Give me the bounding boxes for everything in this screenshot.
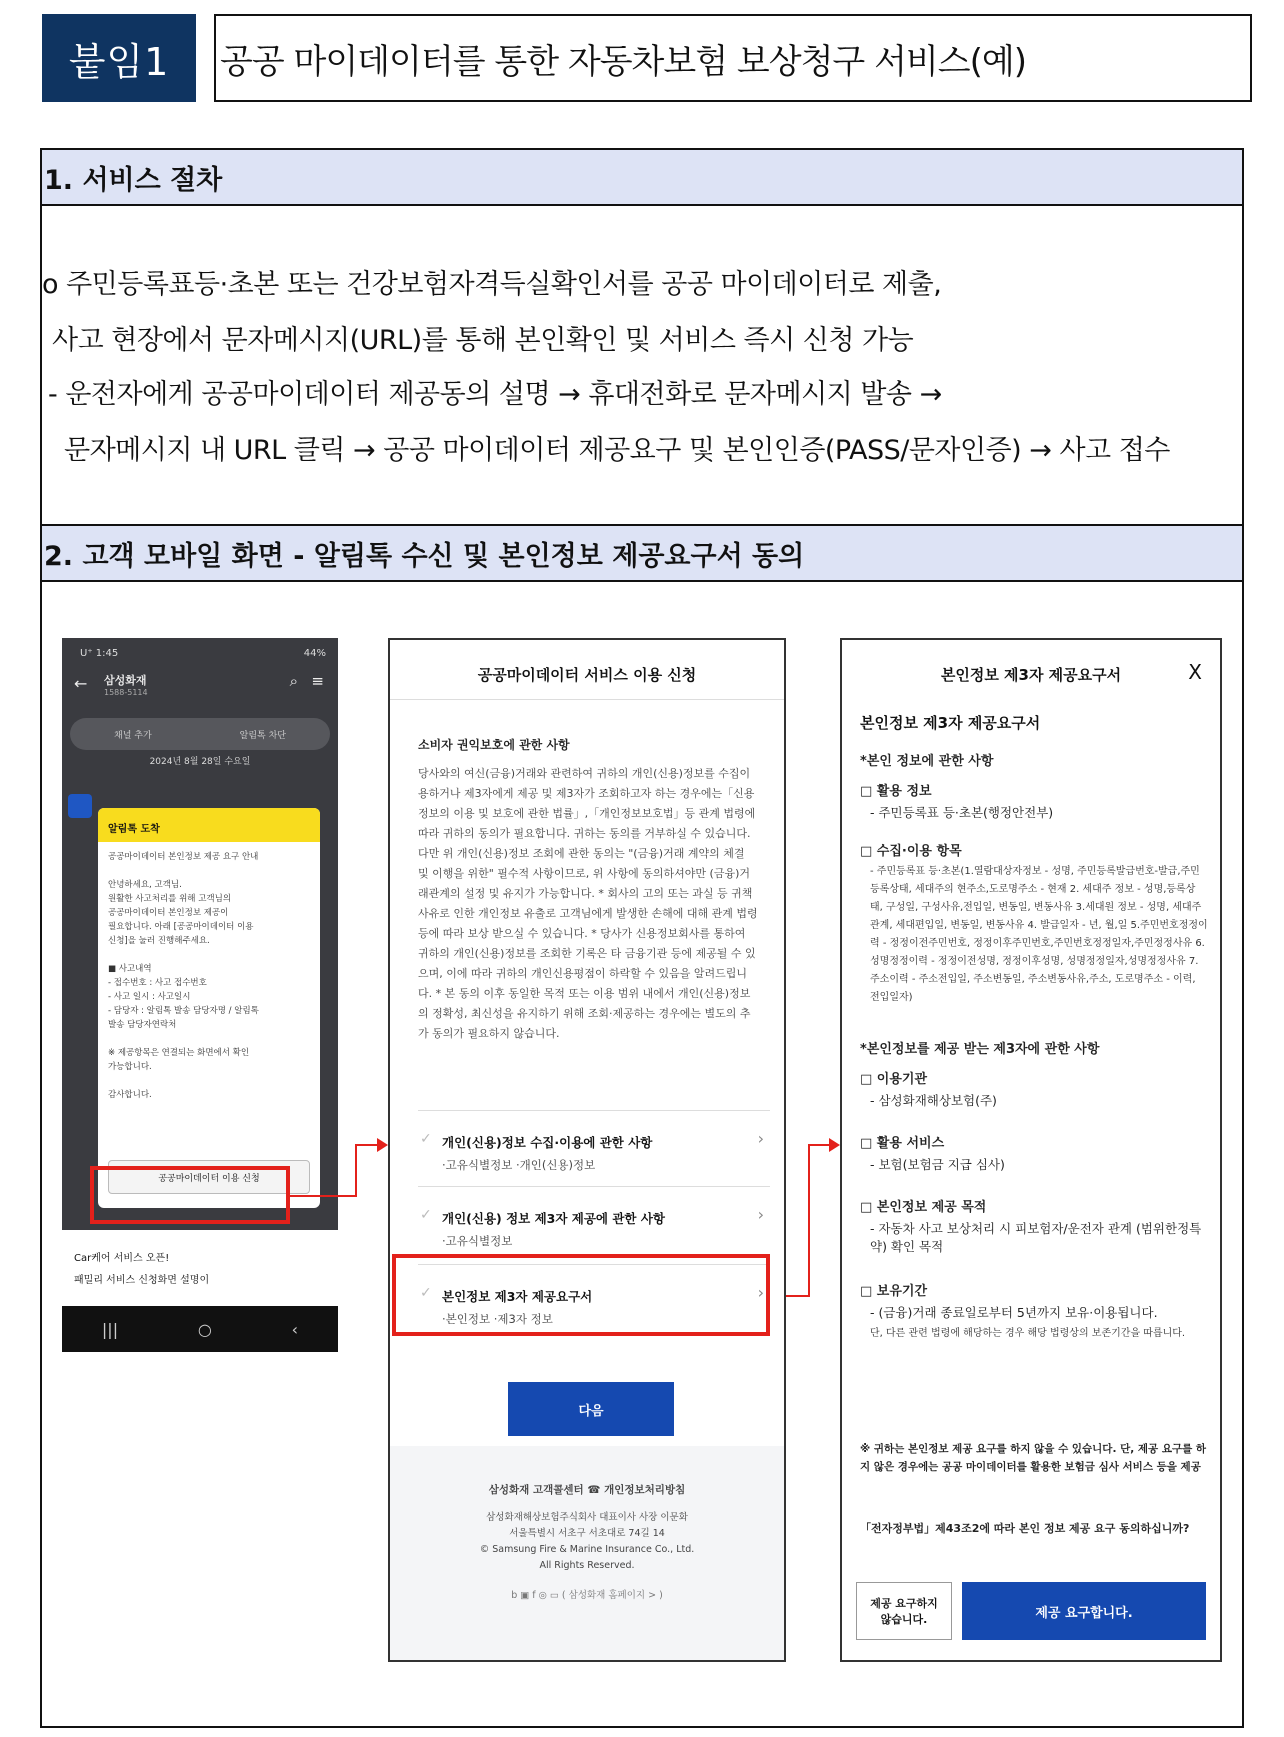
channel-pill	[70, 718, 330, 750]
purpose-value: - 자동차 사고 보상처리 시 피보험자/운전자 관계 (범위한정특약) 확인 목적	[870, 1221, 1202, 1254]
apply-screen-title: 공공마이데이터 서비스 이용 신청	[390, 640, 784, 700]
footer-social[interactable]: b ▣ f ◎ ▭ ( 삼성화재 홈페이지 > )	[511, 1590, 663, 1601]
service-value: - 보험(보험금 지급 심사)	[870, 1157, 1005, 1172]
provision-request-screen	[840, 638, 1222, 1662]
arrow-1-line-a	[290, 1195, 356, 1197]
block-button[interactable]: 알림톡 차단	[239, 730, 286, 741]
next-button[interactable]: 다음	[508, 1382, 674, 1436]
footer-links[interactable]: 삼성화재 고객콜센터 ☎ 개인정보처리방침	[488, 1484, 686, 1496]
retention-value: - (금융)거래 종료일로부터 5년까지 보유·이용됩니다.	[870, 1305, 1158, 1320]
check-icon: ✓	[420, 1131, 432, 1147]
recent-apps-icon[interactable]: |||	[101, 1319, 119, 1339]
sheet-item-2[interactable]: 패밀리 서비스 신청화면 설명이	[74, 1275, 210, 1286]
home-icon[interactable]: ○	[197, 1319, 212, 1339]
bottom-sheet	[62, 1230, 338, 1306]
arrow-1-line-c	[355, 1144, 379, 1146]
phone-screenshot	[62, 638, 338, 1352]
consumer-rights-body: 당사와의 여신(금융)거래와 관련하여 귀하의 개인(신용)정보를 수집이용하거나 제3자에게 제공 및 제3자가 조회하고자 하는 경우에는「신용정보의 이용 및 보호에 관한 법률」,「개인정보보호법」등 관계 법령에 따라 귀하의 동의가 필요합니다. 귀하는 동의를 거부하실 수 있습니다. 다만 위 개인(신용)정보 조회에 관한 동의는 "(금융)거래 계약의 체결 및 이행을 위한" 필수적 사항이므로, 위 사항에 동의하셔야만 (금융)거래관계의 설정 및 유지가 가능합니다. * 회사의 고의 또는 과실 등 귀책사유로 인한 개인정보 유출로 고객님에게 발생한 손해에 대해 관계 법령 등에 따라 보상 받으실 수 있습니다. * 당사가 신용정보회사를 통하여 귀하의 개인(신용)정보를 조회한 기록은 타 금융기관 등에 제공될 수 있으며, 이에 따라 귀하의 개인신용평점이 하락할 수 있음을 알려드립니다. * 본 동의 이후 동일한 목적 또는 이용 범위 내에서 개인(신용)정보의 정확성, 최신성을 유지하기 위해 조회·제공하는 경우에는 별도의 추가 동의가 필요하지 않습니다.	[418, 767, 758, 1040]
consent-item-sub: ·고유식별정보 ·개인(신용)정보	[442, 1158, 596, 1172]
arrow-2-line-b	[808, 1144, 810, 1297]
status-bar	[80, 648, 326, 659]
retention-note: 단, 다른 관련 법령에 해당하는 경우 해당 법령상의 보존기간을 따릅니다.	[870, 1328, 1186, 1339]
institution-value: - 삼성화재해상보험(주)	[870, 1093, 997, 1108]
highlight-box-1	[90, 1166, 290, 1224]
close-icon[interactable]: X	[1188, 660, 1202, 684]
back-arrow-icon[interactable]: ←	[74, 674, 88, 693]
sender-number: 1588-5114	[104, 688, 148, 697]
section1-line-2: 사고 현장에서 문자메시지(URL)를 통해 본인확인 및 서비스 즉시 신청 가능	[52, 325, 914, 356]
accept-button[interactable]: 제공 요구합니다.	[962, 1582, 1206, 1640]
section1-line-4: 문자메시지 내 URL 클릭 → 공공 마이데이터 제공요구 및 본인인증(PASS/문자인증) → 사고 접수	[64, 435, 1170, 466]
sender-avatar	[68, 794, 92, 818]
back-icon[interactable]: ‹	[291, 1319, 299, 1339]
section2-heading: 2. 고객 모바일 화면 - 알림톡 수신 및 본인정보 제공요구서 동의	[42, 524, 1242, 582]
consent-item-sub: ·고유식별정보	[442, 1234, 513, 1248]
collect-items-label: □ 수집·이용 항목	[860, 844, 962, 859]
arrow-1-head-icon	[377, 1138, 388, 1152]
sheet-item-1[interactable]: Car케어 서비스 오픈!	[74, 1253, 170, 1264]
request-screen-title: 본인정보 제3자 제공요구서	[940, 666, 1122, 684]
attachment-tag: 붙임1	[42, 14, 196, 102]
consent-item-collect[interactable]	[418, 1110, 770, 1180]
consumer-rights-heading: 소비자 권익보호에 관한 사항	[418, 738, 570, 752]
consent-buttons	[856, 1582, 1206, 1640]
add-channel-button[interactable]: 채널 추가	[114, 730, 152, 741]
section1-line-1: o 주민등록표등·초본 또는 건강보험자격득실확인서를 공공 마이데이터로 제출,	[42, 269, 942, 300]
section1-line-3: - 운전자에게 공공마이데이터 제공동의 설명 → 휴대전화로 문자메시지 발송 →	[48, 379, 942, 410]
service-apply-screen	[388, 638, 786, 1662]
footer-address: 삼성화재해상보험주식회사 대표이사 사장 이문화 서울특별시 서초구 서초대로 74길 14 © Samsung Fire & Marine Insurance Co., Ltd. All Rights Reserved.	[479, 1512, 695, 1571]
section-own-info: *본인 정보에 관한 사항	[860, 754, 994, 769]
chat-date: 2024년 8월 28일 수요일	[149, 757, 251, 767]
collect-items-value: - 주민등록표 등·초본(1.열람대상자정보 - 성명, 주민등록발급번호-발급,주민등록상태, 세대주의 현주소,도로명주소 - 현재 2. 세대주 정보 - 성명,등록상태, 구성일, 구성사유,전입일, 변동일, 변동사유 3.세대원 정보 - 성명, 세대주관계, 세대편입일, 변동일, 변동사유 4. 발급일자 - 년, 월,일 5.주민번호정정이력 - 정정이전주민번호, 정정이후주민번호,주민번호정정일자,주민정정사유 6.성명정정이력 - 정정이전성명, 정정이후성명, 성명정정일자,성명정정사유 7. 주소이력 - 주소전입일, 주소변동일, 주소변동사유,주소, 도로명주소 - 이력, 전입일자)	[870, 866, 1208, 1003]
institution-label: □ 이용기관	[860, 1072, 928, 1087]
service-label: □ 활용 서비스	[860, 1136, 945, 1151]
consent-item-title: 개인(신용) 정보 제3자 제공에 관한 사항	[442, 1211, 666, 1226]
consent-item-sub: ·본인정보 ·제3자 정보	[442, 1312, 553, 1326]
decline-button[interactable]: 제공 요구하지 않습니다.	[856, 1582, 952, 1640]
status-time: U⁺ 1:45	[80, 648, 119, 659]
consent-item-third-party[interactable]	[418, 1186, 770, 1256]
search-icon[interactable]: ⌕	[289, 672, 298, 690]
use-info-label: □ 활용 정보	[860, 784, 932, 799]
menu-icon[interactable]: ≡	[311, 672, 324, 690]
section-third-party: *본인정보를 제공 받는 제3자에 관한 사항	[860, 1042, 1100, 1057]
alimtalk-body: 공공마이데이터 본인정보 제공 요구 안내 안녕하세요, 고객님. 원활한 사고처리를 위해 고객님의 공공마이데이터 본인정보 제공이 필요합니다. 아래 [공공마이데이터 이용 신청]을 눌러 진행해주세요. ■ 사고내역 - 접수번호 : 사고 접수번호 - 사고 일시 : 사고일시 - 담당자 : 알림톡 발송 담당자명 / 알림톡 발송 담당자연락처 ※ 제공항목은 연결되는 화면에서 확인 가능합니다. 감사합니다.	[108, 852, 259, 1100]
android-nav-bar	[62, 1306, 338, 1352]
use-info-value: - 주민등록표 등·초본(행정안전부)	[870, 805, 1054, 820]
check-icon: ✓	[420, 1207, 432, 1223]
arrow-1-line-b	[355, 1144, 357, 1197]
retention-label: □ 보유기간	[860, 1284, 928, 1299]
section1-heading: 1. 서비스 절차	[42, 150, 1242, 206]
sender-name: 삼성화재	[104, 674, 147, 687]
request-heading: 본인정보 제3자 제공요구서	[860, 714, 1041, 732]
check-icon: ✓	[420, 1285, 432, 1301]
mydata-apply-button[interactable]: 공공마이데이터 이용 신청	[108, 1160, 310, 1194]
chevron-right-icon: ›	[757, 1205, 764, 1224]
highlight-box-2	[392, 1254, 770, 1336]
arrow-2-head-icon	[829, 1138, 840, 1152]
consent-question: 「전자정부법」제43조2에 따라 본인 정보 제공 요구 동의하십니까?	[860, 1522, 1190, 1535]
apply-screen-footer	[390, 1446, 784, 1660]
document-title: 공공 마이데이터를 통한 자동차보험 보상청구 서비스(예)	[214, 14, 1252, 102]
alimtalk-bubble	[98, 808, 320, 1208]
consent-item-title: 개인(신용)정보 수집·이용에 관한 사항	[442, 1135, 653, 1150]
chevron-right-icon: ›	[757, 1129, 764, 1148]
chat-topbar	[62, 666, 338, 706]
chevron-right-icon: ›	[757, 1283, 764, 1302]
refusal-note: ※ 귀하는 본인정보 제공 요구를 하지 않을 수 있습니다. 단, 제공 요구를 하지 않은 경우에는 공공 마이데이터를 활용한 보험금 심사 서비스 등을 제공	[860, 1443, 1207, 1473]
consent-item-title: 본인정보 제3자 제공요구서	[442, 1289, 593, 1304]
battery-level: 44%	[303, 648, 326, 659]
alimtalk-header: 알림톡 도착	[98, 808, 320, 842]
purpose-label: □ 본인정보 제공 목적	[860, 1200, 987, 1215]
